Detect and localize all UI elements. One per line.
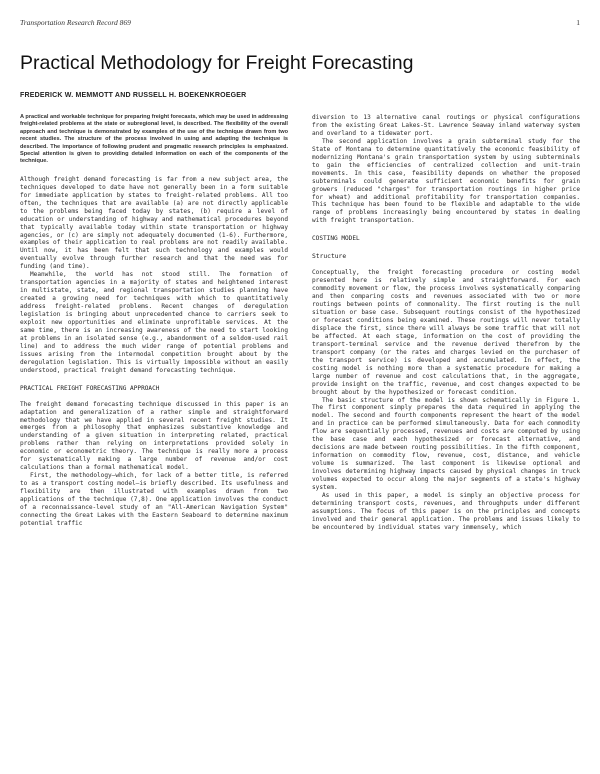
- structure-paragraph: As used in this paper, a model is simply an objective process for determining transport costs, revenues, and throughputs under different assumptions. The focus of this paper is on the principles and concepts involved and their general application. The problems and issues likely to be encountered by individual states vary immensely, which: [312, 491, 580, 531]
- right-column: [312, 114, 580, 532]
- structure-paragraph: Conceptually, the freight forecasting procedure or costing model presented here is relatively simple and straightforward. For each commodity movement or flow, the process involves systematically comparing and then comparing costs and revenues associated with two or more routings between points of commonality. The first routing is the null situation or base case. Subsequent routings consist of the hypothesized or forecast conditions being examined. These routings will never totally displace the first, since there will always be some traffic that will not be affected. At each stage, information on the cost of providing the transport-terminal service and the revenue derived therefrom by the transport company (or the rates and charges levied on the purchaser of the transport service) is developed and accumulated. In effect, the costing model is nothing more than a systematic procedure for making a large number of revenue and cost calculations that, in the aggregate, provide insight on the traffic, revenue, and cost changes expected to be brought about by the hypothesized or forecast condition.: [312, 269, 580, 396]
- subsection-heading-structure: Structure: [312, 253, 347, 261]
- abstract: A practical and workable technique for preparing freight forecasts, which may be used in addressing freight-related problems at the state or subregional level, is described. The flexibility of the overall approach and technique is demonstrated by examples of the use of the technique drawn from two recent studies. The structure of the process involved in using and adapting the technique is described. The importance of following prudent and pragmatic research principles is emphasized. Special attention is given to providing detailed information on each of the components of the technique.: [20, 114, 288, 165]
- intro-paragraph: Meanwhile, the world has not stood still. The formation of transportation agencies in a majority of states and heightened interest in multistate, state, and regional transportation studies planning have created a growing need for techniques with which to quantitatively address freight-related problems. Recent changes of deregulation legislation is bringing about unprecedented chance to carriers seek to exploit new opportunities and eliminate unprofitable services. At the same time, there is an increasing awareness of the need to start looking at problems in an isolated sense (e.g., abandonment of a seldom-used rail line) and to address the much wider range of potential problems and issues arising from the intermodal competition brought about by the deregulation legislation. This is virtually impossible without an easily understood, practical freight demand forecasting technique.: [20, 271, 288, 374]
- approach-paragraph: The freight demand forecasting technique discussed in this paper is an adaptation and generalization of a rather simple and straightforward methodology that we have applied in several recent freight studies. It emerges from a philosophy that emphasizes substantive knowledge and understanding of a given situation in interpreting related, practical problems rather than relying on interpretations provided solely in economic or econometric theory. The technique is really more a process for systematically making a large number of revenue and/or cost calculations than a formal mathematical model.: [20, 400, 288, 472]
- running-header: [20, 18, 580, 30]
- section-heading-approach: PRACTICAL FREIGHT FORECASTING APPROACH: [20, 384, 160, 392]
- author-line: FREDERICK W. MEMMOTT AND RUSSELL H. BOEKENKROEGER: [20, 92, 247, 99]
- continued-paragraph: diversion to 13 alternative canal routings or physical configurations from the existing Great Lakes-St. Lawrence Seaway inland waterway system and overland to a tidewater port.: [312, 114, 580, 137]
- structure-paragraph: The basic structure of the model is shown schematically in Figure 1. The first component simply prepares the data required in applying the model. The second and fourth components represent the heart of the model and in practice can be performed simultaneously. Data for each commodity flow are sequentially processed, revenues and costs are computed by using the base case and each hypothesized or forecast alternative, and decisions are made between routing possibilities. In the fifth component, information on commodity flow, revenue, cost, distance, and vehicle volume is summarized. The last component is likewise optional and involves determining highway impacts caused by physical changes in truck volumes expected to occur along the major segments of a state's highway system.: [312, 396, 580, 491]
- page-number: 1: [576, 18, 580, 27]
- intro-paragraph: Although freight demand forecasting is far from a new subject area, the techniques developed to date have not generally been in a form suitable for immediate application by states to freight-related problems. All too often, the techniques that are available (a) are not directly applicable to the problems being faced today by states, (b) require a level of education or understanding of highway and mathematical procedures beyond that typically available today within state transportation or highway agencies, or (c) are simply not adequately documented (1-6). Furthermore, examples of their application to real problems are not readily available. Until now, it has been felt that such technology and examples would eventually evolve through further research and that the need was for funding (and time).: [20, 175, 288, 271]
- left-column: [20, 114, 288, 528]
- montana-paragraph: The second application involves a grain subterminal study for the State of Montana to determine quantitatively the economic feasibility of modernizing Montana's grain transportation system by using subterminals to gain the efficiencies of centralized collection and unit-train movements. In this case, feasibility depends on whether the proposed subterminals could generate sufficient economic benefits for grain growers (reduced "charges" for transportation routings in higher price for wheat) and additional profitability for transportation companies. This technique has been found to be flexible and adaptable to the wide range of problems increasingly being encountered by states in dealing with freight transportation.: [312, 137, 580, 225]
- section-heading-costing-model: COSTING MODEL: [312, 235, 360, 243]
- article-title: Practical Methodology for Freight Forecasting: [20, 52, 414, 74]
- approach-paragraph: First, the methodology—which, for lack of a better title, is referred to as a transport costing model—is briefly described. Its usefulness and flexibility are then illustrated with examples drawn from two applications of the technique (7,8). One application involves the conduct of a reconnaissance-level study of an "All-American Navigation System" connecting the Great Lakes with the Eastern Seaboard to determine maximum potential traffic: [20, 472, 288, 527]
- journal-name: Transportation Research Record 869: [20, 18, 131, 27]
